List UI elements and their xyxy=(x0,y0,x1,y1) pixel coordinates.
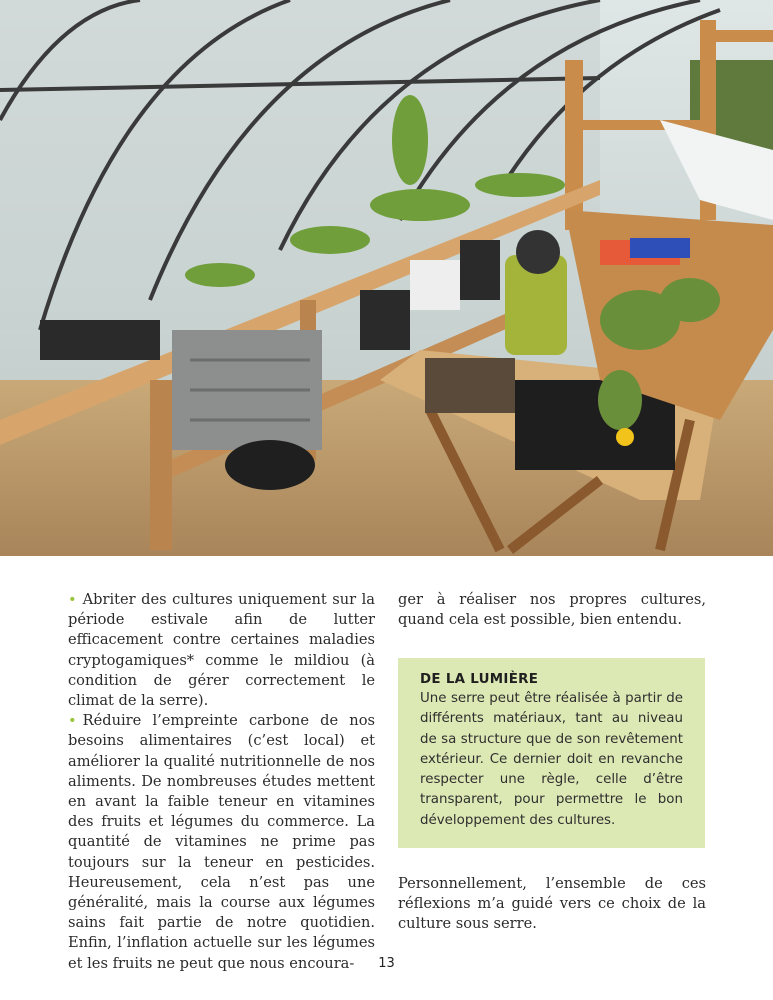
sidebar-box-body: Une serre peut être réalisée à partir de différents matériaux, tant au niveau de sa structure que de son revêtement extérieur. Ce dernier doit en revanche respecter une règle, celle d’être transparent, pour permettre le bon développement des cultures. xyxy=(420,691,683,828)
bullet-icon: • xyxy=(68,712,77,730)
page-number: 13 xyxy=(378,956,395,971)
right-column-continuation xyxy=(398,590,706,630)
closing-text: Personnellement, l’ensemble de ces réflexions m’a guidé vers ce choix de la culture sous serre. xyxy=(398,875,706,933)
bullet-paragraph-1 xyxy=(68,590,375,711)
left-column xyxy=(68,590,375,974)
paragraph-2-text: Réduire l’empreinte carbone de nos besoins alimentaires (c’est local) et améliorer la qualité nutritionnelle de nos aliments. De nombreuses études mettent en avant la faible teneur en vitamines des fruits et légumes du commerce. La quantité de vitamines ne prime pas toujours sur la teneur en pesticides. Heureusement, cela n’est pas une généralité, mais la course aux légumes sains fait partie de notre quotidien. Enfin, l’inflation actuelle sur les légumes et les fruits ne peut que nous encoura- xyxy=(68,712,375,972)
right-column-closing xyxy=(398,874,706,935)
bullet-icon: • xyxy=(68,591,77,608)
sidebar-box xyxy=(398,658,705,848)
bullet-paragraph-2 xyxy=(68,711,375,974)
paragraph-1-text: Abriter des cultures uniquement sur la période estivale afin de lutter efficacement contre certaines maladies cryptogamiques* comme le mildiou (à condition de gérer correctement le climat de la serre). xyxy=(68,591,375,710)
sidebar-box-title: DE LA LUMIÈRE xyxy=(420,672,539,687)
continuation-text: ger à réaliser nos propres cultures, quand cela est possible, bien entendu. xyxy=(398,591,706,629)
